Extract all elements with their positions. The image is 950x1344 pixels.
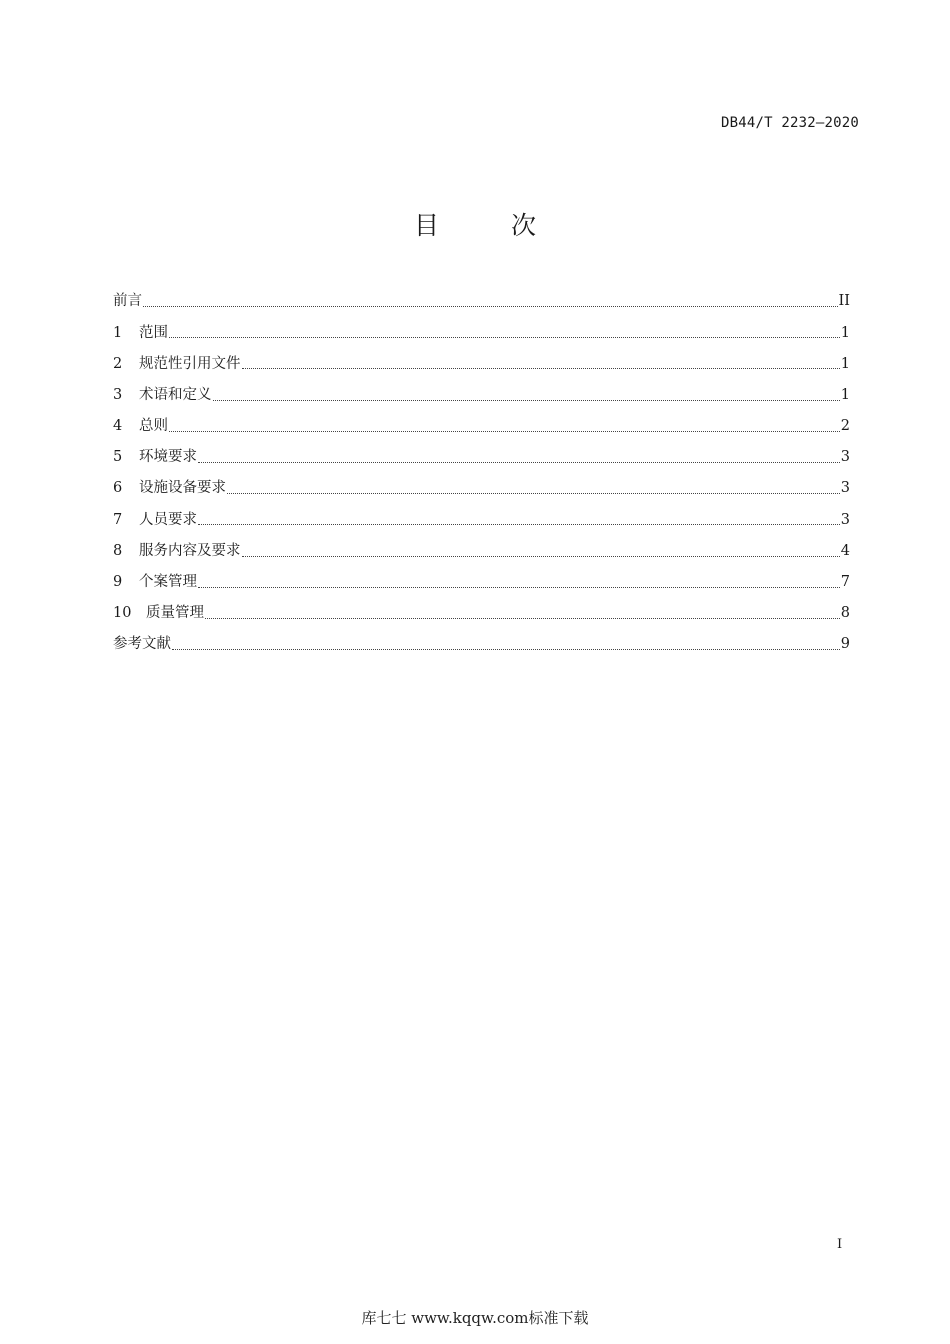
toc-entry-number: 4 (113, 418, 123, 435)
toc-entry-page: 2 (840, 418, 850, 435)
toc-entry-page: 1 (840, 324, 850, 341)
toc-entry-8[interactable] (113, 536, 850, 567)
toc-leader-dots (242, 556, 840, 557)
toc-entry-label: 术语和定义 (139, 386, 212, 403)
toc-entry-page: II (838, 293, 850, 310)
toc-title-right: 次 (511, 211, 537, 240)
toc-entry-number: 1 (113, 324, 123, 341)
toc-entry-label: 质量管理 (146, 605, 204, 622)
toc-leader-dots (169, 431, 840, 432)
toc-entry-page: 3 (840, 480, 850, 497)
toc-entry-label: 规范性引用文件 (139, 355, 241, 372)
toc-entry-number: 8 (113, 542, 123, 559)
toc-entry-1[interactable] (113, 317, 850, 348)
toc-entry-page: 7 (840, 574, 850, 591)
footer-watermark: 库七七 www.kqqw.com标准下载 (361, 1309, 589, 1327)
toc-entry-page: 3 (840, 511, 850, 528)
toc-entry-number: 7 (113, 511, 123, 528)
page-number: I (837, 1237, 843, 1252)
toc-entry-label: 前言 (113, 293, 142, 310)
toc-entry-7[interactable] (113, 504, 850, 535)
toc-title-left: 目 (413, 211, 439, 240)
toc-leader-dots (143, 306, 838, 307)
toc-entry-label: 参考文献 (113, 636, 171, 653)
toc-entry-number: 2 (113, 355, 123, 372)
toc-entry-page: 1 (840, 355, 850, 372)
toc-entry-number: 5 (113, 449, 123, 466)
toc-leader-dots (242, 368, 840, 369)
toc-entry-3[interactable] (113, 380, 850, 411)
toc-entry-label: 个案管理 (139, 574, 197, 591)
table-of-contents (113, 286, 850, 660)
toc-leader-dots (198, 462, 840, 463)
toc-leader-dots (172, 649, 840, 650)
toc-entry-5[interactable] (113, 442, 850, 473)
toc-entry-4[interactable] (113, 411, 850, 442)
toc-entry-label: 人员要求 (139, 511, 197, 528)
toc-entry-number: 10 (113, 605, 132, 622)
toc-leader-dots (198, 587, 840, 588)
toc-entry-10[interactable] (113, 598, 850, 629)
standard-number: DB44/T 2232—2020 (720, 115, 859, 131)
toc-entry-9[interactable] (113, 567, 850, 598)
toc-leader-dots (227, 493, 840, 494)
toc-entry-page: 1 (840, 386, 850, 403)
toc-entry-references[interactable] (113, 629, 850, 660)
toc-entry-page: 4 (840, 542, 850, 559)
toc-entry-foreword[interactable] (113, 286, 850, 317)
toc-leader-dots (213, 400, 840, 401)
toc-entry-label: 设施设备要求 (139, 480, 226, 497)
toc-entry-page: 9 (840, 636, 850, 653)
toc-entry-label: 总则 (139, 418, 168, 435)
toc-entry-number: 9 (113, 574, 123, 591)
toc-entry-page: 8 (840, 605, 850, 622)
toc-entry-number: 6 (113, 480, 123, 497)
toc-entry-6[interactable] (113, 473, 850, 504)
toc-title (0, 206, 950, 242)
toc-entry-label: 服务内容及要求 (139, 542, 241, 559)
toc-entry-number: 3 (113, 386, 123, 403)
toc-entry-2[interactable] (113, 348, 850, 379)
toc-entry-label: 环境要求 (139, 449, 197, 466)
toc-entry-page: 3 (840, 449, 850, 466)
toc-entry-label: 范围 (139, 324, 168, 341)
toc-leader-dots (198, 524, 840, 525)
toc-leader-dots (169, 337, 840, 338)
toc-leader-dots (205, 618, 840, 619)
